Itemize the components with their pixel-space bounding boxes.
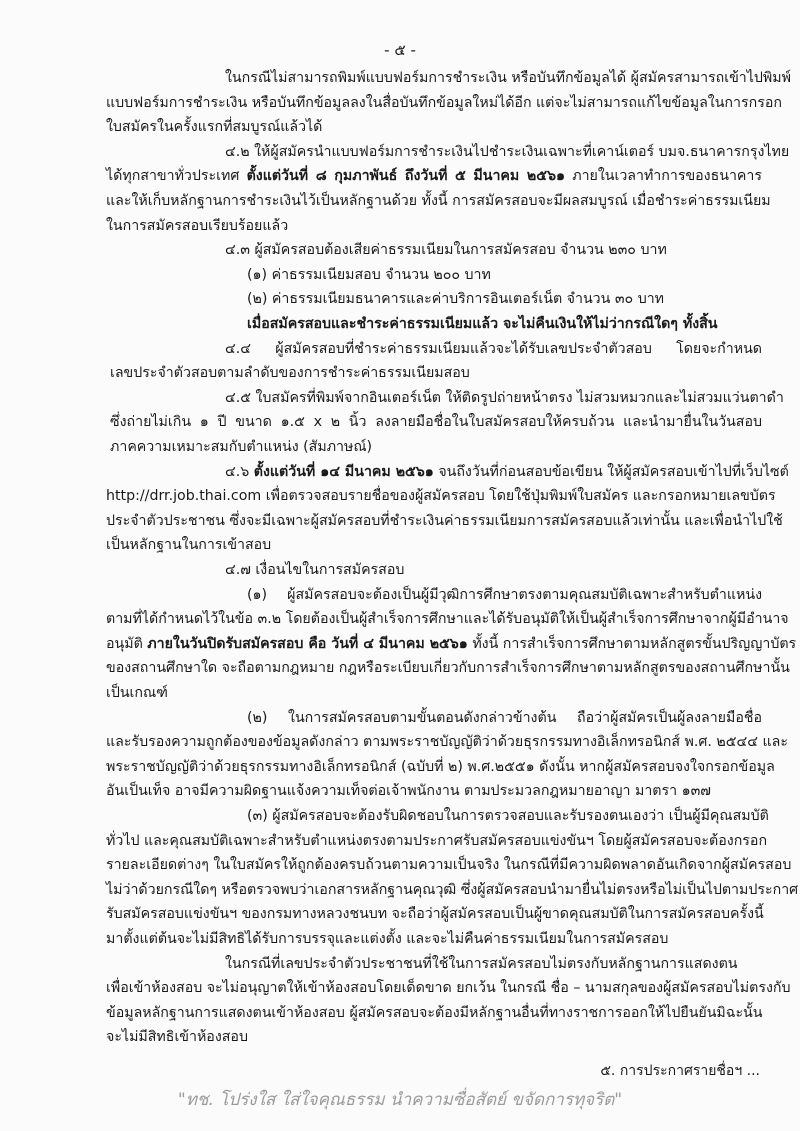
text-segment: พระราชบัญญัติว่าด้วยธุรกรรมทางอิเล็กทรอนิกส์ (ฉบับที่ ๒) พ.ศ.๒๕๕๑ ดังนั้น หากผู้สมัครสอบจงใจกรอกข้อมูล — [106, 758, 775, 775]
text-segment: จนถึงวันที่ก่อนสอบข้อเขียน ให้ผู้สมัครสอบเข้าไปที่เว็บไซต์ — [433, 463, 789, 480]
text-segment: ๔.๗ เงื่อนไขในการสมัครสอบ — [225, 562, 405, 578]
text-segment: ๔.๖ — [225, 463, 254, 480]
text-line — [106, 656, 790, 680]
text-line — [247, 263, 762, 287]
text-segment: ภาคความเหมาะสมกับตำแหน่ง (สัมภาษณ์) — [110, 439, 373, 455]
text-line — [106, 115, 762, 139]
text-line — [106, 632, 797, 656]
text-line — [106, 779, 762, 803]
text-segment: แบบฟอร์มการชำระเงิน หรือบันทึกข้อมูลลงในสื่อบันทึกข้อมูลใหม่ได้อีก แต่จะไม่สามารถแก้ไขข้อมูลในการกรอก — [106, 94, 782, 111]
text-segment: ในกรณีที่เลขประจำตัวประชาชนที่ใช้ในการสมัครสอบไม่ตรงกับหลักฐานการแสดงตน — [225, 955, 738, 972]
text-line — [225, 238, 762, 262]
text-line — [247, 583, 762, 607]
text-line — [225, 952, 762, 976]
text-line — [247, 804, 769, 828]
text-line — [225, 337, 762, 361]
text-segment: (๒) ค่าธรรมเนียมธนาคารและค่าบริการอินเตอร์เน็ต จำนวน ๓๐ บาท — [247, 291, 665, 308]
text-line — [106, 1001, 762, 1025]
next-page-reference: ๕. การประกาศรายชื่อฯ ... — [600, 1063, 760, 1079]
text-line — [110, 361, 762, 385]
text-segment: อันเป็นเท็จ อาจมีความผิดฐานแจ้งความเท็จต่อเจ้าพนักงาน ตามประมวลกฎหมายอาญา มาตรา ๑๓๗ — [106, 783, 711, 800]
text-line — [106, 607, 789, 631]
text-line — [110, 435, 762, 459]
text-line — [106, 976, 791, 1000]
text-segment: ทั่วไป และคุณสมบัติเฉพาะสำหรับตำแหน่งตรงตามประกาศรับสมัครสอบแข่งขันฯ โดยผู้สมัครสอบจะต้องกรอก — [106, 832, 768, 849]
text-line — [110, 410, 762, 434]
text-segment: รายละเอียดต่างๆ ในใบสมัครให้ถูกต้องครบถ้วนตามความเป็นจริง ในกรณีที่มีความผิดพลาดอันเกิดจากผู้สมัครสอบ — [106, 857, 792, 874]
text-segment: เลขประจำตัวสอบตามลำดับของการชำระค่าธรรมเนียมสอบ — [110, 365, 470, 382]
text-line — [225, 66, 791, 90]
text-segment: ของสถานศึกษาใด จะถือตามกฎหมาย กฎหรือระเบียบเกี่ยวกับการสำเร็จการศึกษาตามหลักสูตรของสถานศึกษานั้น — [106, 660, 790, 677]
text-segment: ได้ทุกสาขาทั่วประเทศ — [106, 168, 247, 185]
text-line — [106, 214, 762, 238]
text-segment: ๔.๓ ผู้สมัครสอบต้องเสียค่าธรรมเนียมในการสมัครสอบ จำนวน ๒๓๐ บาท — [225, 242, 667, 259]
text-line — [247, 312, 762, 336]
text-line — [106, 91, 782, 115]
text-line — [106, 533, 762, 557]
bold-text-segment: ภายในวันปิดรับสมัครสอบ คือ วันที่ ๔ มีนาคม ๒๕๖๑ — [147, 635, 468, 652]
text-segment: (๒) ในการสมัครสอบตามขั้นตอนดังกล่าวข้างต้น ถือว่าผู้สมัครเป็นผู้ลงลายมือชื่อ — [247, 709, 762, 726]
text-line — [225, 558, 762, 582]
text-line — [106, 829, 768, 853]
text-segment: ในการสมัครสอบเรียบร้อยแล้ว — [106, 217, 289, 234]
text-segment: เพื่อเข้าห้องสอบ จะไม่อนุญาตให้เข้าห้องสอบโดยเด็ดขาด ยกเว้น ในกรณี ชื่อ – นามสกุลของผู้สมัครสอบไม่ตรงกับ — [106, 980, 791, 997]
text-line — [247, 706, 762, 730]
text-segment: ใบสมัครในครั้งแรกที่สมบูรณ์แล้วได้ — [106, 119, 323, 136]
bold-text-segment: เมื่อสมัครสอบและชำระค่าธรรมเนียมแล้ว จะไม่คืนเงินให้ไม่ว่ากรณีใดๆ ทั้งสิ้น — [247, 316, 718, 332]
text-segment: ข้อมูลหลักฐานการแสดงตนเข้าห้องสอบ ผู้สมัครสอบจะต้องมีหลักฐานอื่นที่ทางราชการออกให้ไปยืนยันมิฉะนั้น — [106, 1004, 763, 1021]
text-segment: รับสมัครสอบแข่งขันฯ ของกรมทางหลวงชนบท จะถือว่าผู้สมัครสอบเป็นผู้ขาดคุณสมบัติในการสมัครสอบครั้งนี้ — [106, 906, 764, 923]
text-segment: และรับรองความถูกต้องของข้อมูลดังกล่าว ตามพระราชบัญญัติว่าด้วยธุรกรรมทางอิเล็กทรอนิกส์ พ.ศ. ๒๕๔๔ และ — [106, 734, 788, 751]
text-line — [106, 681, 762, 705]
page-number: - ๕ - — [384, 41, 416, 59]
text-segment: จะไม่มีสิทธิเข้าห้องสอบ — [106, 1029, 248, 1046]
text-line — [106, 164, 762, 188]
text-segment: เป็นเกณฑ์ — [106, 685, 168, 701]
text-segment: เป็นหลักฐานในการเข้าสอบ — [106, 537, 272, 554]
text-segment: (๓) ผู้สมัครสอบจะต้องรับผิดชอบในการตรวจสอบและรับรองตนเองว่า เป็นผู้มีคุณสมบัติ — [247, 808, 769, 824]
footer-motto: "ทช. โปร่งใส ใส่ใจคุณธรรม นำความซื่อสัตย์ ขจัดการทุจริต" — [177, 1090, 623, 1110]
text-segment: ตามที่ได้กำหนดไว้ในข้อ ๓.๒ โดยต้องเป็นผู้สำเร็จการศึกษาและได้รับอนุมัติให้เป็นผู้สำเร็จการศึกษาจากผู้มีอำนาจ — [106, 611, 789, 628]
text-line — [106, 1025, 762, 1049]
text-segment: ไม่ว่าด้วยกรณีใดๆ หรือตรวจพบว่าเอกสารหลักฐานคุณวุฒิ ซึ่งผู้สมัครสอบนำมายื่นไม่ตรงหรือไม่เป็นไปตามประกาศ — [106, 881, 799, 898]
text-segment: มาตั้งแต่ต้นจะไม่มีสิทธิได้รับการบรรจุและแต่งตั้ง และจะไม่คืนค่าธรรมเนียมในการสมัครสอบ — [106, 931, 669, 947]
text-line — [106, 878, 799, 902]
text-line — [106, 730, 788, 754]
text-line — [106, 509, 783, 533]
text-line — [106, 927, 762, 951]
text-line — [106, 755, 775, 779]
text-line — [225, 140, 790, 164]
text-line — [247, 287, 762, 311]
text-segment: ๔.๕ ใบสมัครที่พิมพ์จากอินเตอร์เน็ต ให้ติดรูปถ่ายหน้าตรง ไม่สวมหมวกและไม่สวมแว่นตาดำ — [225, 389, 784, 406]
text-line — [106, 189, 771, 213]
text-line — [225, 460, 789, 484]
text-segment: ซึ่งถ่ายไม่เกิน ๑ ปี ขนาด ๑.๕ x ๒ นิ้ว ลงลายมือชื่อในใบสมัครสอบให้ครบถ้วน และนำมายื่นในวันสอบ — [110, 414, 762, 431]
text-segment: อนุมัติ — [106, 635, 148, 652]
text-segment: ในกรณีไม่สามารถพิมพ์แบบฟอร์มการชำระเงิน หรือบันทึกข้อมูลได้ ผู้สมัครสามารถเข้าไปพิมพ์ — [225, 70, 791, 86]
bold-text-segment: ตั้งแต่วันที่ ๑๔ มีนาคม ๒๕๖๑ — [253, 463, 434, 480]
text-segment: ทั้งนี้ การสำเร็จการศึกษาตามหลักสูตรขั้นปริญญาบัตร — [467, 635, 797, 652]
text-line — [106, 853, 792, 877]
text-segment: และให้เก็บหลักฐานการชำระเงินไว้เป็นหลักฐานด้วย ทั้งนี้ การสมัครสอบจะมีผลสมบูรณ์ เมื่อชำระค่าธรรมเนียม — [106, 193, 771, 209]
text-line — [106, 484, 776, 508]
text-segment: ภายในเวลาทำการของธนาคาร — [565, 168, 762, 185]
text-segment: ๔.๒ ให้ผู้สมัครนำแบบฟอร์มการชำระเงินไปชำระเงินเฉพาะที่เคาน์เตอร์ บมจ.ธนาคารกรุงไทย — [225, 143, 790, 160]
text-segment: ๔.๔ ผู้สมัครสอบที่ชำระค่าธรรมเนียมแล้วจะได้รับเลขประจำตัวสอบ โดยจะกำหนด — [225, 340, 762, 357]
bold-text-segment: ตั้งแต่วันที่ ๘ กุมภาพันธ์ ถึงวันที่ ๕ มีนาคม ๒๕๖๑ — [246, 168, 566, 185]
text-line — [225, 386, 784, 410]
text-segment: (๑) ค่าธรรมเนียมสอบ จำนวน ๒๐๐ บาท — [247, 266, 491, 283]
text-segment: (๑) ผู้สมัครสอบจะต้องเป็นผู้มีวุฒิการศึกษาตรงตามคุณสมบัติเฉพาะสำหรับตำแหน่ง — [247, 586, 762, 603]
text-line — [106, 902, 762, 926]
text-segment: http://drr.job.thai.com เพื่อตรวจสอบรายชื่อของผู้สมัครสอบ โดยใช้ปุ่มพิมพ์ใบสมัคร และกรอกหมายเลขบัตร — [106, 488, 776, 505]
text-segment: ประจำตัวประชาชน ซึ่งจะมีเฉพาะผู้สมัครสอบที่ชำระเงินค่าธรรมเนียมการสมัครสอบแล้วเท่านั้น และเพื่อนำไปใช้ — [106, 512, 783, 529]
